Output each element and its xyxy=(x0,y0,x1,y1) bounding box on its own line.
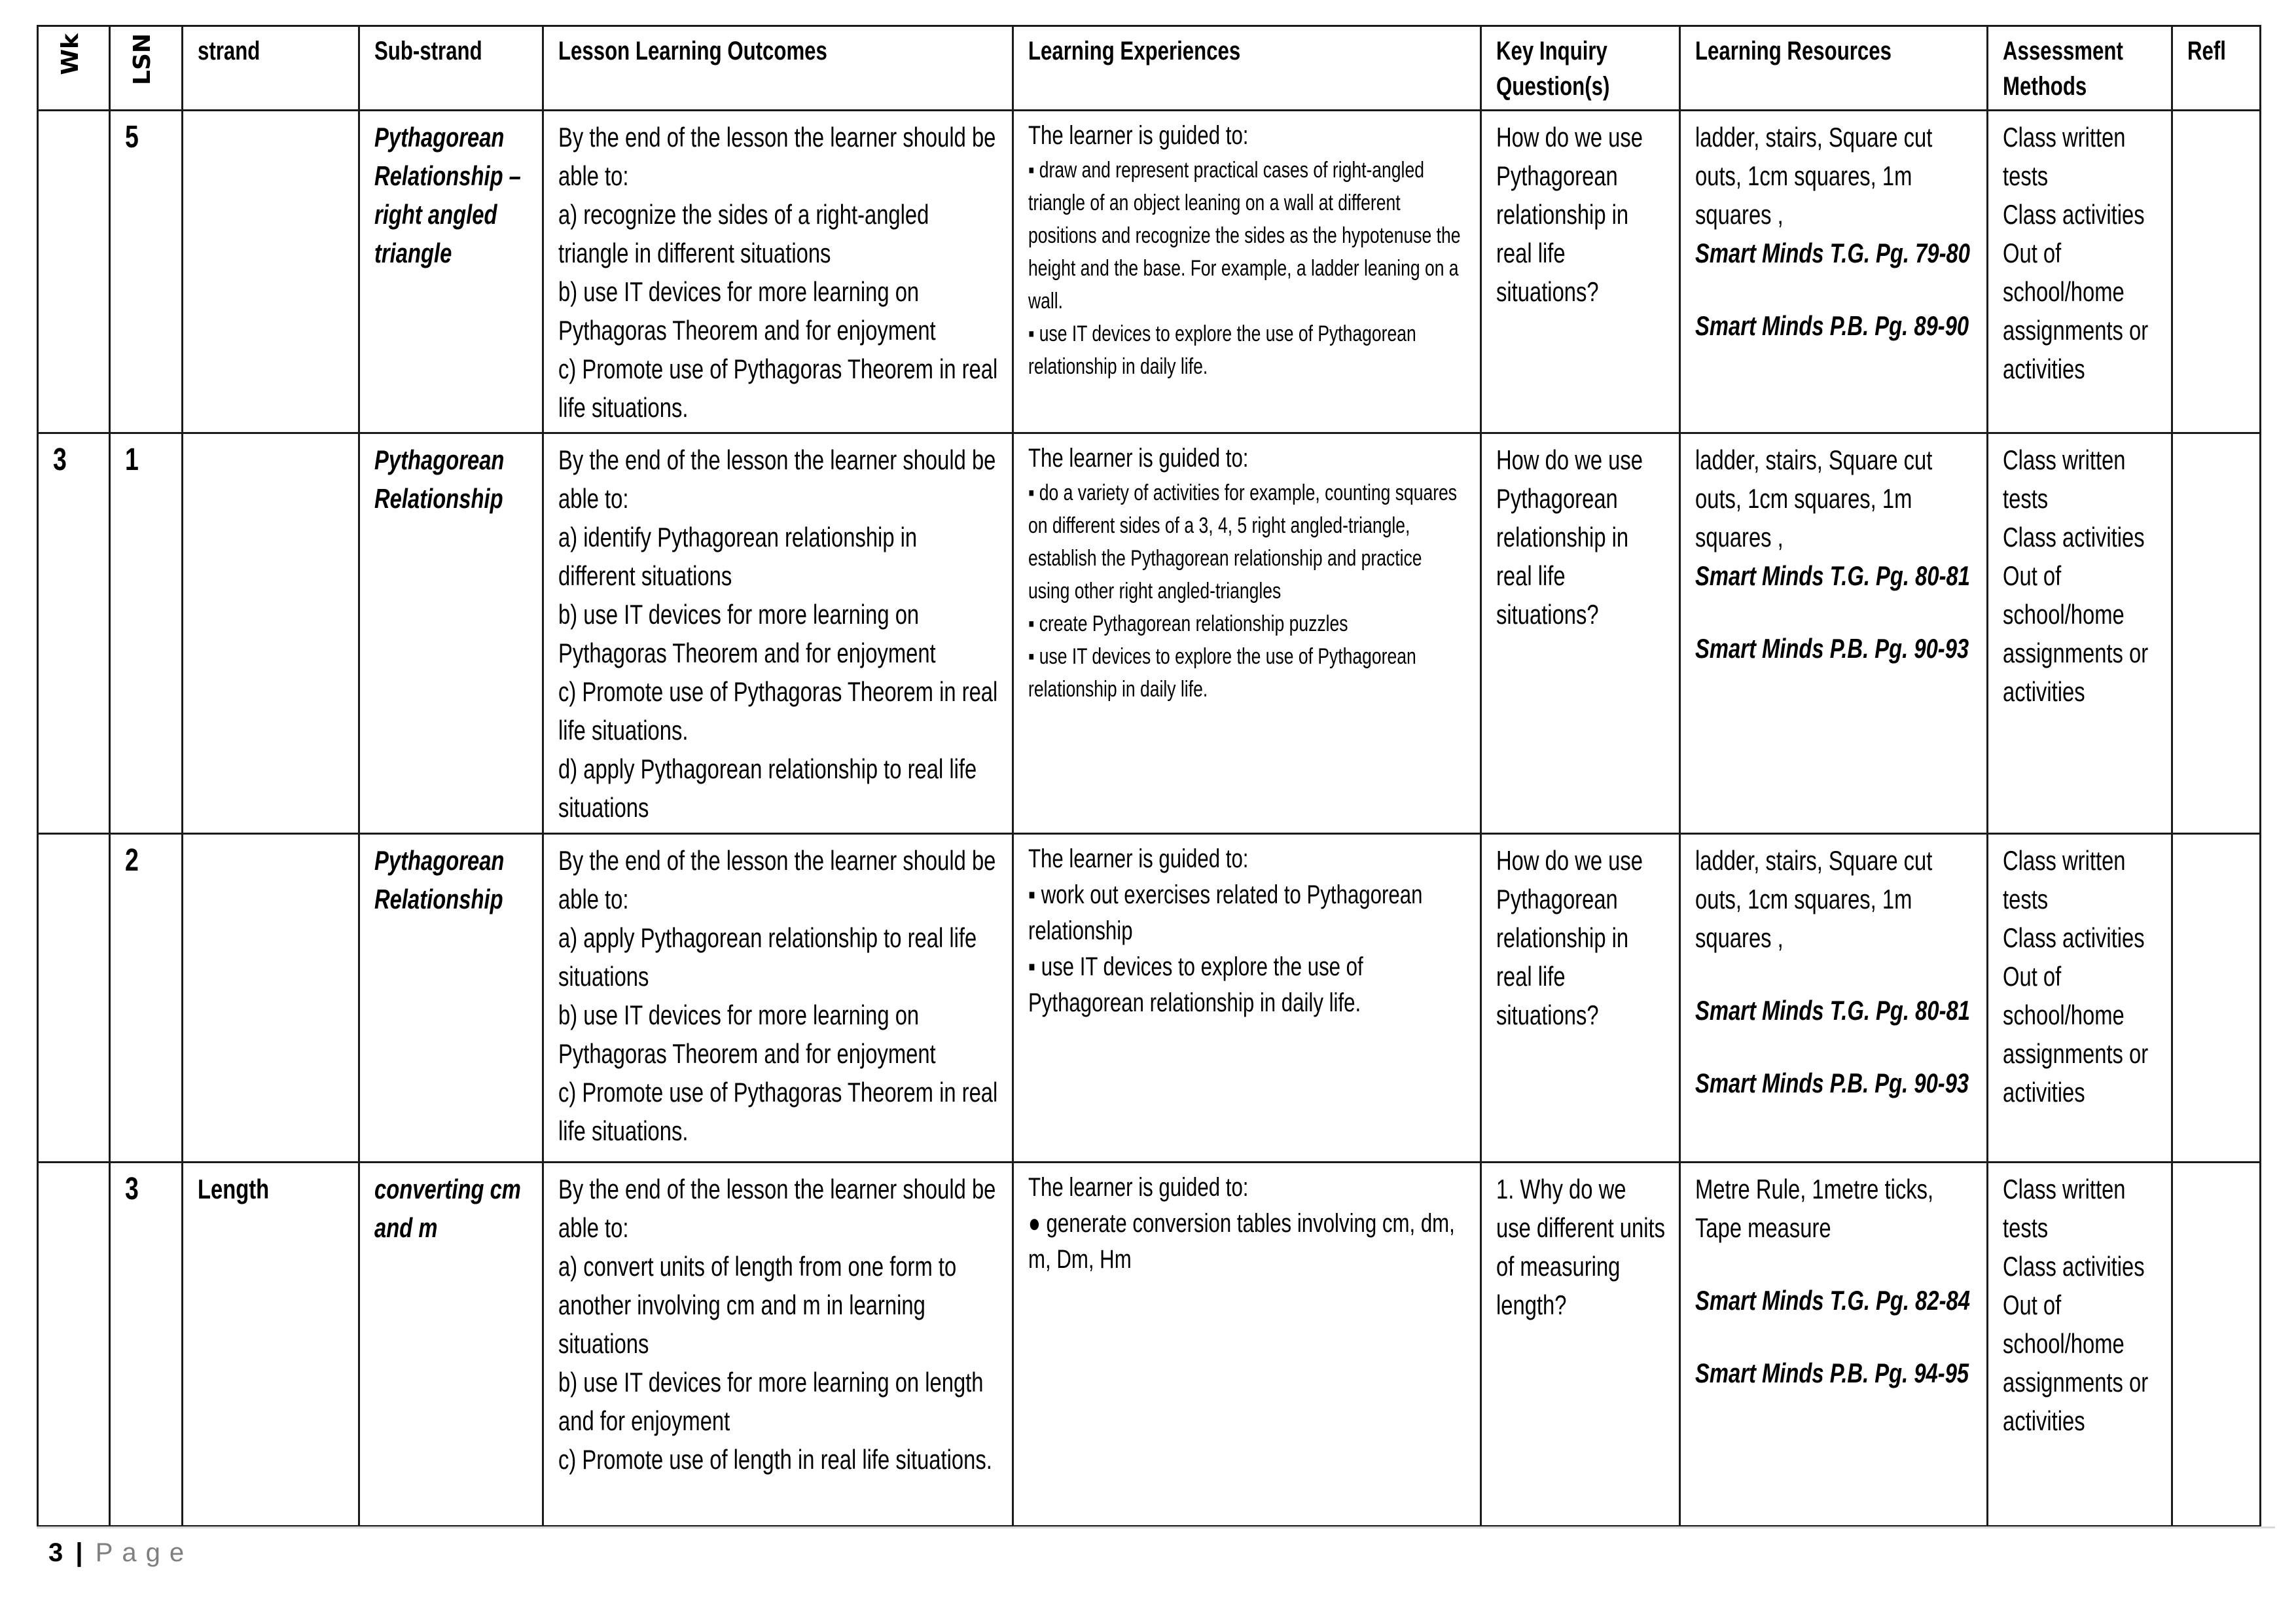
cell-outcomes: By the end of the lesson the learner should be able to: a) apply Pythagorean relationship to real life situations b) use IT devices for more learning on Pythagoras Theorem and for enjoyment c) Promote use of Pythagoras Theorem in real life situations. xyxy=(543,834,1013,1163)
cell-assessment: Class written tests Class activities Out of school/home assignments or activities xyxy=(1988,1163,2172,1526)
cell-strand xyxy=(183,111,359,433)
cell-substrand: Pythagorean Relationship – right angled triangle xyxy=(359,111,543,433)
cell-substrand: Pythagorean Relationship xyxy=(359,834,543,1163)
cell-strand: Length xyxy=(183,1163,359,1526)
cell-experiences: The learner is guided to: ▪ work out exercises related to Pythagorean relationship ▪ use IT devices to explore the use of Pythagorean relationship in daily life. xyxy=(1013,834,1481,1163)
cell-inquiry: How do we use Pythagorean relationship in real life situations? xyxy=(1481,111,1680,433)
cell-experiences: The learner is guided to: ● generate conversion tables involving cm, dm, m, Dm, Hm xyxy=(1013,1163,1481,1526)
cell-substrand: Pythagorean Relationship xyxy=(359,433,543,834)
table-row xyxy=(38,1163,2261,1526)
cell-inquiry: How do we use Pythagorean relationship in real life situations? xyxy=(1481,433,1680,834)
header-substrand: Sub-strand xyxy=(359,26,543,111)
header-resources: Learning Resources xyxy=(1680,26,1988,111)
cell-resources: ladder, stairs, Square cut outs, 1cm squares, 1m squares , Smart Minds T.G. Pg. 80-81 Smart Minds P.B. Pg. 90-93 xyxy=(1680,834,1988,1163)
cell-resources: ladder, stairs, Square cut outs, 1cm squares, 1m squares , Smart Minds T.G. Pg. 79-80 Smart Minds P.B. Pg. 89-90 xyxy=(1680,111,1988,433)
teacher-guide-ref: Smart Minds T.G. Pg. 82-84 xyxy=(1695,1285,1970,1316)
cell-strand xyxy=(183,433,359,834)
pupil-book-ref: Smart Minds P.B. Pg. 89-90 xyxy=(1695,310,1969,341)
scheme-of-work-table xyxy=(37,25,2261,1527)
cell-assessment: Class written tests Class activities Out of school/home assignments or activities xyxy=(1988,433,2172,834)
cell-resources: ladder, stairs, Square cut outs, 1cm squares, 1m squares , Smart Minds T.G. Pg. 80-81 Smart Minds P.B. Pg. 90-93 xyxy=(1680,433,1988,834)
header-reflection: Refl xyxy=(2172,26,2261,111)
table-row xyxy=(38,433,2261,834)
cell-experiences: The learner is guided to: ▪ draw and represent practical cases of right-angled triangle of an object leaning on a wall at different positions and recognize the sides as the hypotenuse the height and the base. For example, a ladder leaning on a wall. ▪ use IT devices to explore the use of Pythagorean relationship in daily life. xyxy=(1013,111,1481,433)
cell-wk xyxy=(38,834,110,1163)
cell-lsn: 1 xyxy=(110,433,183,834)
cell-assessment: Class written tests Class activities Out of school/home assignments or activities xyxy=(1988,111,2172,433)
header-assessment: Assessment Methods xyxy=(1988,26,2172,111)
table-row xyxy=(38,834,2261,1163)
cell-wk xyxy=(38,1163,110,1526)
cell-assessment: Class written tests Class activities Out of school/home assignments or activities xyxy=(1988,834,2172,1163)
cell-strand xyxy=(183,834,359,1163)
footer-divider xyxy=(37,1526,2275,1528)
header-wk: Wk xyxy=(38,26,110,111)
page-label: Page xyxy=(95,1538,194,1567)
header-strand: strand xyxy=(183,26,359,111)
page-number: 3 xyxy=(48,1538,63,1567)
header-outcomes: Lesson Learning Outcomes xyxy=(543,26,1013,111)
cell-lsn: 3 xyxy=(110,1163,183,1526)
teacher-guide-ref: Smart Minds T.G. Pg. 79-80 xyxy=(1695,238,1970,268)
cell-substrand: converting cm and m xyxy=(359,1163,543,1526)
page-footer xyxy=(48,1538,193,1568)
cell-experiences: The learner is guided to: ▪ do a variety of activities for example, counting squares on different sides of a 3, 4, 5 right angled-triangle, establish the Pythagorean relationship and practice using other right angled-triangles ▪ create Pythagorean relationship puzzles ▪ use IT devices to explore the use of Pythagorean relationship in daily life. xyxy=(1013,433,1481,834)
cell-wk xyxy=(38,111,110,433)
table-row xyxy=(38,111,2261,433)
header-inquiry: Key Inquiry Question(s) xyxy=(1481,26,1680,111)
cell-lsn: 2 xyxy=(110,834,183,1163)
pupil-book-ref: Smart Minds P.B. Pg. 94-95 xyxy=(1695,1358,1969,1388)
teacher-guide-ref: Smart Minds T.G. Pg. 80-81 xyxy=(1695,995,1970,1026)
cell-inquiry: 1. Why do we use different units of measuring length? xyxy=(1481,1163,1680,1526)
teacher-guide-ref: Smart Minds T.G. Pg. 80-81 xyxy=(1695,560,1970,591)
cell-outcomes: By the end of the lesson the learner should be able to: a) recognize the sides of a right-angled triangle in different situations b) use IT devices for more learning on Pythagoras Theorem and for enjoyment c) Promote use of Pythagoras Theorem in real life situations. xyxy=(543,111,1013,433)
cell-outcomes: By the end of the lesson the learner should be able to: a) identify Pythagorean relationship in different situations b) use IT devices for more learning on Pythagoras Theorem and for enjoyment c) Promote use of Pythagoras Theorem in real life situations. d) apply Pythagorean relationship to real life situations xyxy=(543,433,1013,834)
footer-separator: | xyxy=(75,1538,83,1567)
cell-inquiry: How do we use Pythagorean relationship in real life situations? xyxy=(1481,834,1680,1163)
cell-wk: 3 xyxy=(38,433,110,834)
cell-lsn: 5 xyxy=(110,111,183,433)
header-row xyxy=(38,26,2261,111)
header-lsn: LSN xyxy=(110,26,183,111)
cell-resources: Metre Rule, 1metre ticks, Tape measure Smart Minds T.G. Pg. 82-84 Smart Minds P.B. Pg. 94-95 xyxy=(1680,1163,1988,1526)
pupil-book-ref: Smart Minds P.B. Pg. 90-93 xyxy=(1695,633,1969,664)
header-experiences: Learning Experiences xyxy=(1013,26,1481,111)
pupil-book-ref: Smart Minds P.B. Pg. 90-93 xyxy=(1695,1068,1969,1098)
cell-outcomes: By the end of the lesson the learner should be able to: a) convert units of length from one form to another involving cm and m in learning situations b) use IT devices for more learning on length and for enjoyment c) Promote use of length in real life situations. xyxy=(543,1163,1013,1526)
